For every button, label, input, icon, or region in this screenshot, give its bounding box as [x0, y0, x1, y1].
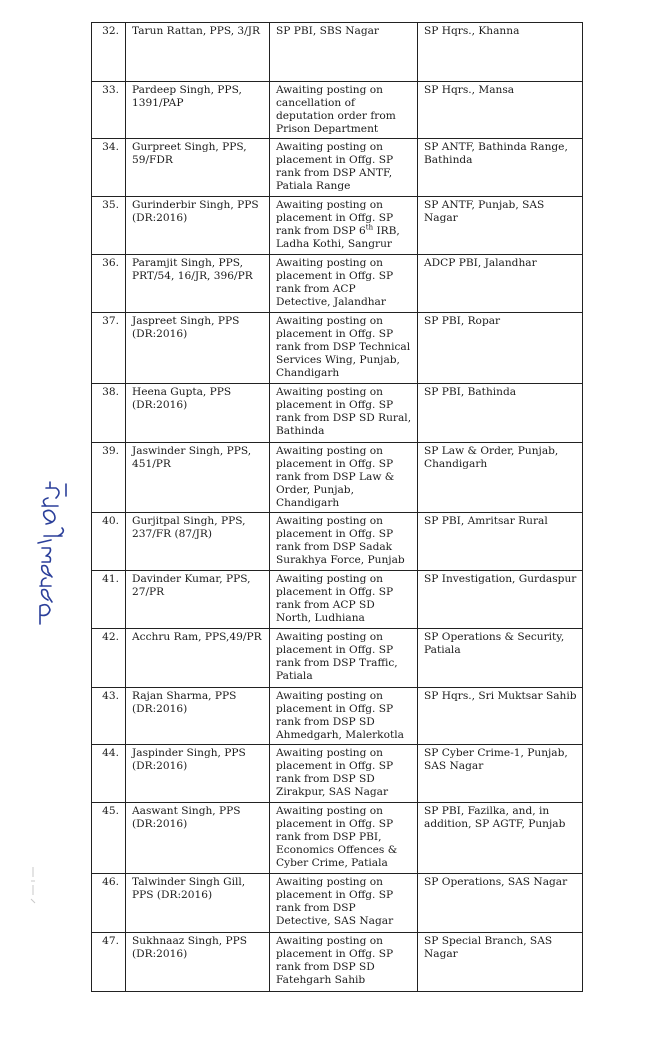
current-posting: Awaiting posting on placement in Offg. SP rank from DSP PBI, Economics Offences & Cyber Crime, Patiala [270, 803, 418, 874]
officer-name: Jaswinder Singh, PPS, 451/PR [126, 443, 270, 513]
new-posting: SP ANTF, Bathinda Range, Bathinda [418, 139, 583, 197]
officer-name: Gurjitpal Singh, PPS, 237/FR (87/JR) [126, 513, 270, 571]
table-row [92, 139, 583, 197]
table-row [92, 255, 583, 313]
posting-order-table [91, 22, 583, 992]
new-posting: SP ANTF, Punjab, SAS Nagar [418, 197, 583, 255]
current-posting: Awaiting posting on placement in Offg. SP rank from DSP 6th IRB, Ladha Kothi, Sangrur [270, 197, 418, 255]
officer-name: Heena Gupta, PPS (DR:2016) [126, 384, 270, 443]
current-posting: Awaiting posting on placement in Offg. SP rank from DSP ANTF, Patiala Range [270, 139, 418, 197]
table-row [92, 803, 583, 874]
officer-name: Rajan Sharma, PPS (DR:2016) [126, 688, 270, 745]
serial-number: 36. [92, 255, 126, 313]
current-posting: SP PBI, SBS Nagar [270, 23, 418, 82]
new-posting: SP Operations, SAS Nagar [418, 874, 583, 933]
table-row [92, 384, 583, 443]
serial-number: 33. [92, 82, 126, 139]
serial-number: 39. [92, 443, 126, 513]
new-posting: SP PBI, Bathinda [418, 384, 583, 443]
officer-name: Jaspinder Singh, PPS (DR:2016) [126, 745, 270, 803]
table-row [92, 688, 583, 745]
current-posting: Awaiting posting on placement in Offg. SP rank from DSP Traffic, Patiala [270, 629, 418, 688]
officer-name: Davinder Kumar, PPS, 27/PR [126, 571, 270, 629]
table-row [92, 82, 583, 139]
serial-number: 38. [92, 384, 126, 443]
current-posting: Awaiting posting on placement in Offg. SP rank from DSP SD Ahmedgarh, Malerkotla [270, 688, 418, 745]
new-posting: SP Investigation, Gurdaspur [418, 571, 583, 629]
serial-number: 46. [92, 874, 126, 933]
new-posting: SP Cyber Crime-1, Punjab, SAS Nagar [418, 745, 583, 803]
current-posting: Awaiting posting on placement in Offg. SP rank from ACP Detective, Jalandhar [270, 255, 418, 313]
new-posting: SP PBI, Amritsar Rural [418, 513, 583, 571]
current-posting: Awaiting posting on placement in Offg. SP rank from DSP Technical Services Wing, Punjab, Chandigarh [270, 313, 418, 384]
serial-number: 42. [92, 629, 126, 688]
new-posting: SP Hqrs., Khanna [418, 23, 583, 82]
new-posting: SP PBI, Ropar [418, 313, 583, 384]
current-posting: Awaiting posting on placement in Offg. SP rank from DSP SD Rural, Bathinda [270, 384, 418, 443]
officer-name: Paramjit Singh, PPS, PRT/54, 16/JR, 396/PR [126, 255, 270, 313]
handwritten-signature [18, 478, 68, 628]
faint-stamp-mark [28, 865, 38, 905]
officer-name: Acchru Ram, PPS,49/PR [126, 629, 270, 688]
serial-number: 37. [92, 313, 126, 384]
current-posting: Awaiting posting on placement in Offg. SP rank from DSP Sadak Surakhya Force, Punjab [270, 513, 418, 571]
current-posting: Awaiting posting on placement in Offg. SP rank from DSP SD Zirakpur, SAS Nagar [270, 745, 418, 803]
new-posting: SP Hqrs., Sri Muktsar Sahib [418, 688, 583, 745]
new-posting: SP Law & Order, Punjab, Chandigarh [418, 443, 583, 513]
table-row [92, 313, 583, 384]
new-posting: SP PBI, Fazilka, and, in addition, SP AGTF, Punjab [418, 803, 583, 874]
officer-name: Talwinder Singh Gill, PPS (DR:2016) [126, 874, 270, 933]
serial-number: 40. [92, 513, 126, 571]
current-posting: Awaiting posting on placement in Offg. SP rank from DSP Detective, SAS Nagar [270, 874, 418, 933]
table-row [92, 443, 583, 513]
serial-number: 43. [92, 688, 126, 745]
new-posting: SP Special Branch, SAS Nagar [418, 933, 583, 992]
serial-number: 32. [92, 23, 126, 82]
current-posting: Awaiting posting on placement in Offg. SP rank from DSP SD Fatehgarh Sahib [270, 933, 418, 992]
serial-number: 45. [92, 803, 126, 874]
table-row [92, 197, 583, 255]
officer-name: Pardeep Singh, PPS, 1391/PAP [126, 82, 270, 139]
new-posting: SP Operations & Security, Patiala [418, 629, 583, 688]
table-row [92, 874, 583, 933]
table-row [92, 629, 583, 688]
serial-number: 34. [92, 139, 126, 197]
officer-name: Aaswant Singh, PPS (DR:2016) [126, 803, 270, 874]
new-posting: ADCP PBI, Jalandhar [418, 255, 583, 313]
serial-number: 47. [92, 933, 126, 992]
serial-number: 41. [92, 571, 126, 629]
officer-name: Gurinderbir Singh, PPS (DR:2016) [126, 197, 270, 255]
table-row [92, 933, 583, 992]
table-row [92, 745, 583, 803]
table-row [92, 23, 583, 82]
table-row [92, 513, 583, 571]
serial-number: 35. [92, 197, 126, 255]
officer-name: Jaspreet Singh, PPS (DR:2016) [126, 313, 270, 384]
current-posting: Awaiting posting on placement in Offg. SP rank from DSP Law & Order, Punjab, Chandigarh [270, 443, 418, 513]
table-row [92, 571, 583, 629]
officer-name: Sukhnaaz Singh, PPS (DR:2016) [126, 933, 270, 992]
serial-number: 44. [92, 745, 126, 803]
current-posting: Awaiting posting on placement in Offg. SP rank from ACP SD North, Ludhiana [270, 571, 418, 629]
officer-name: Tarun Rattan, PPS, 3/JR [126, 23, 270, 82]
current-posting: Awaiting posting on cancellation of deputation order from Prison Department [270, 82, 418, 139]
new-posting: SP Hqrs., Mansa [418, 82, 583, 139]
officer-name: Gurpreet Singh, PPS, 59/FDR [126, 139, 270, 197]
